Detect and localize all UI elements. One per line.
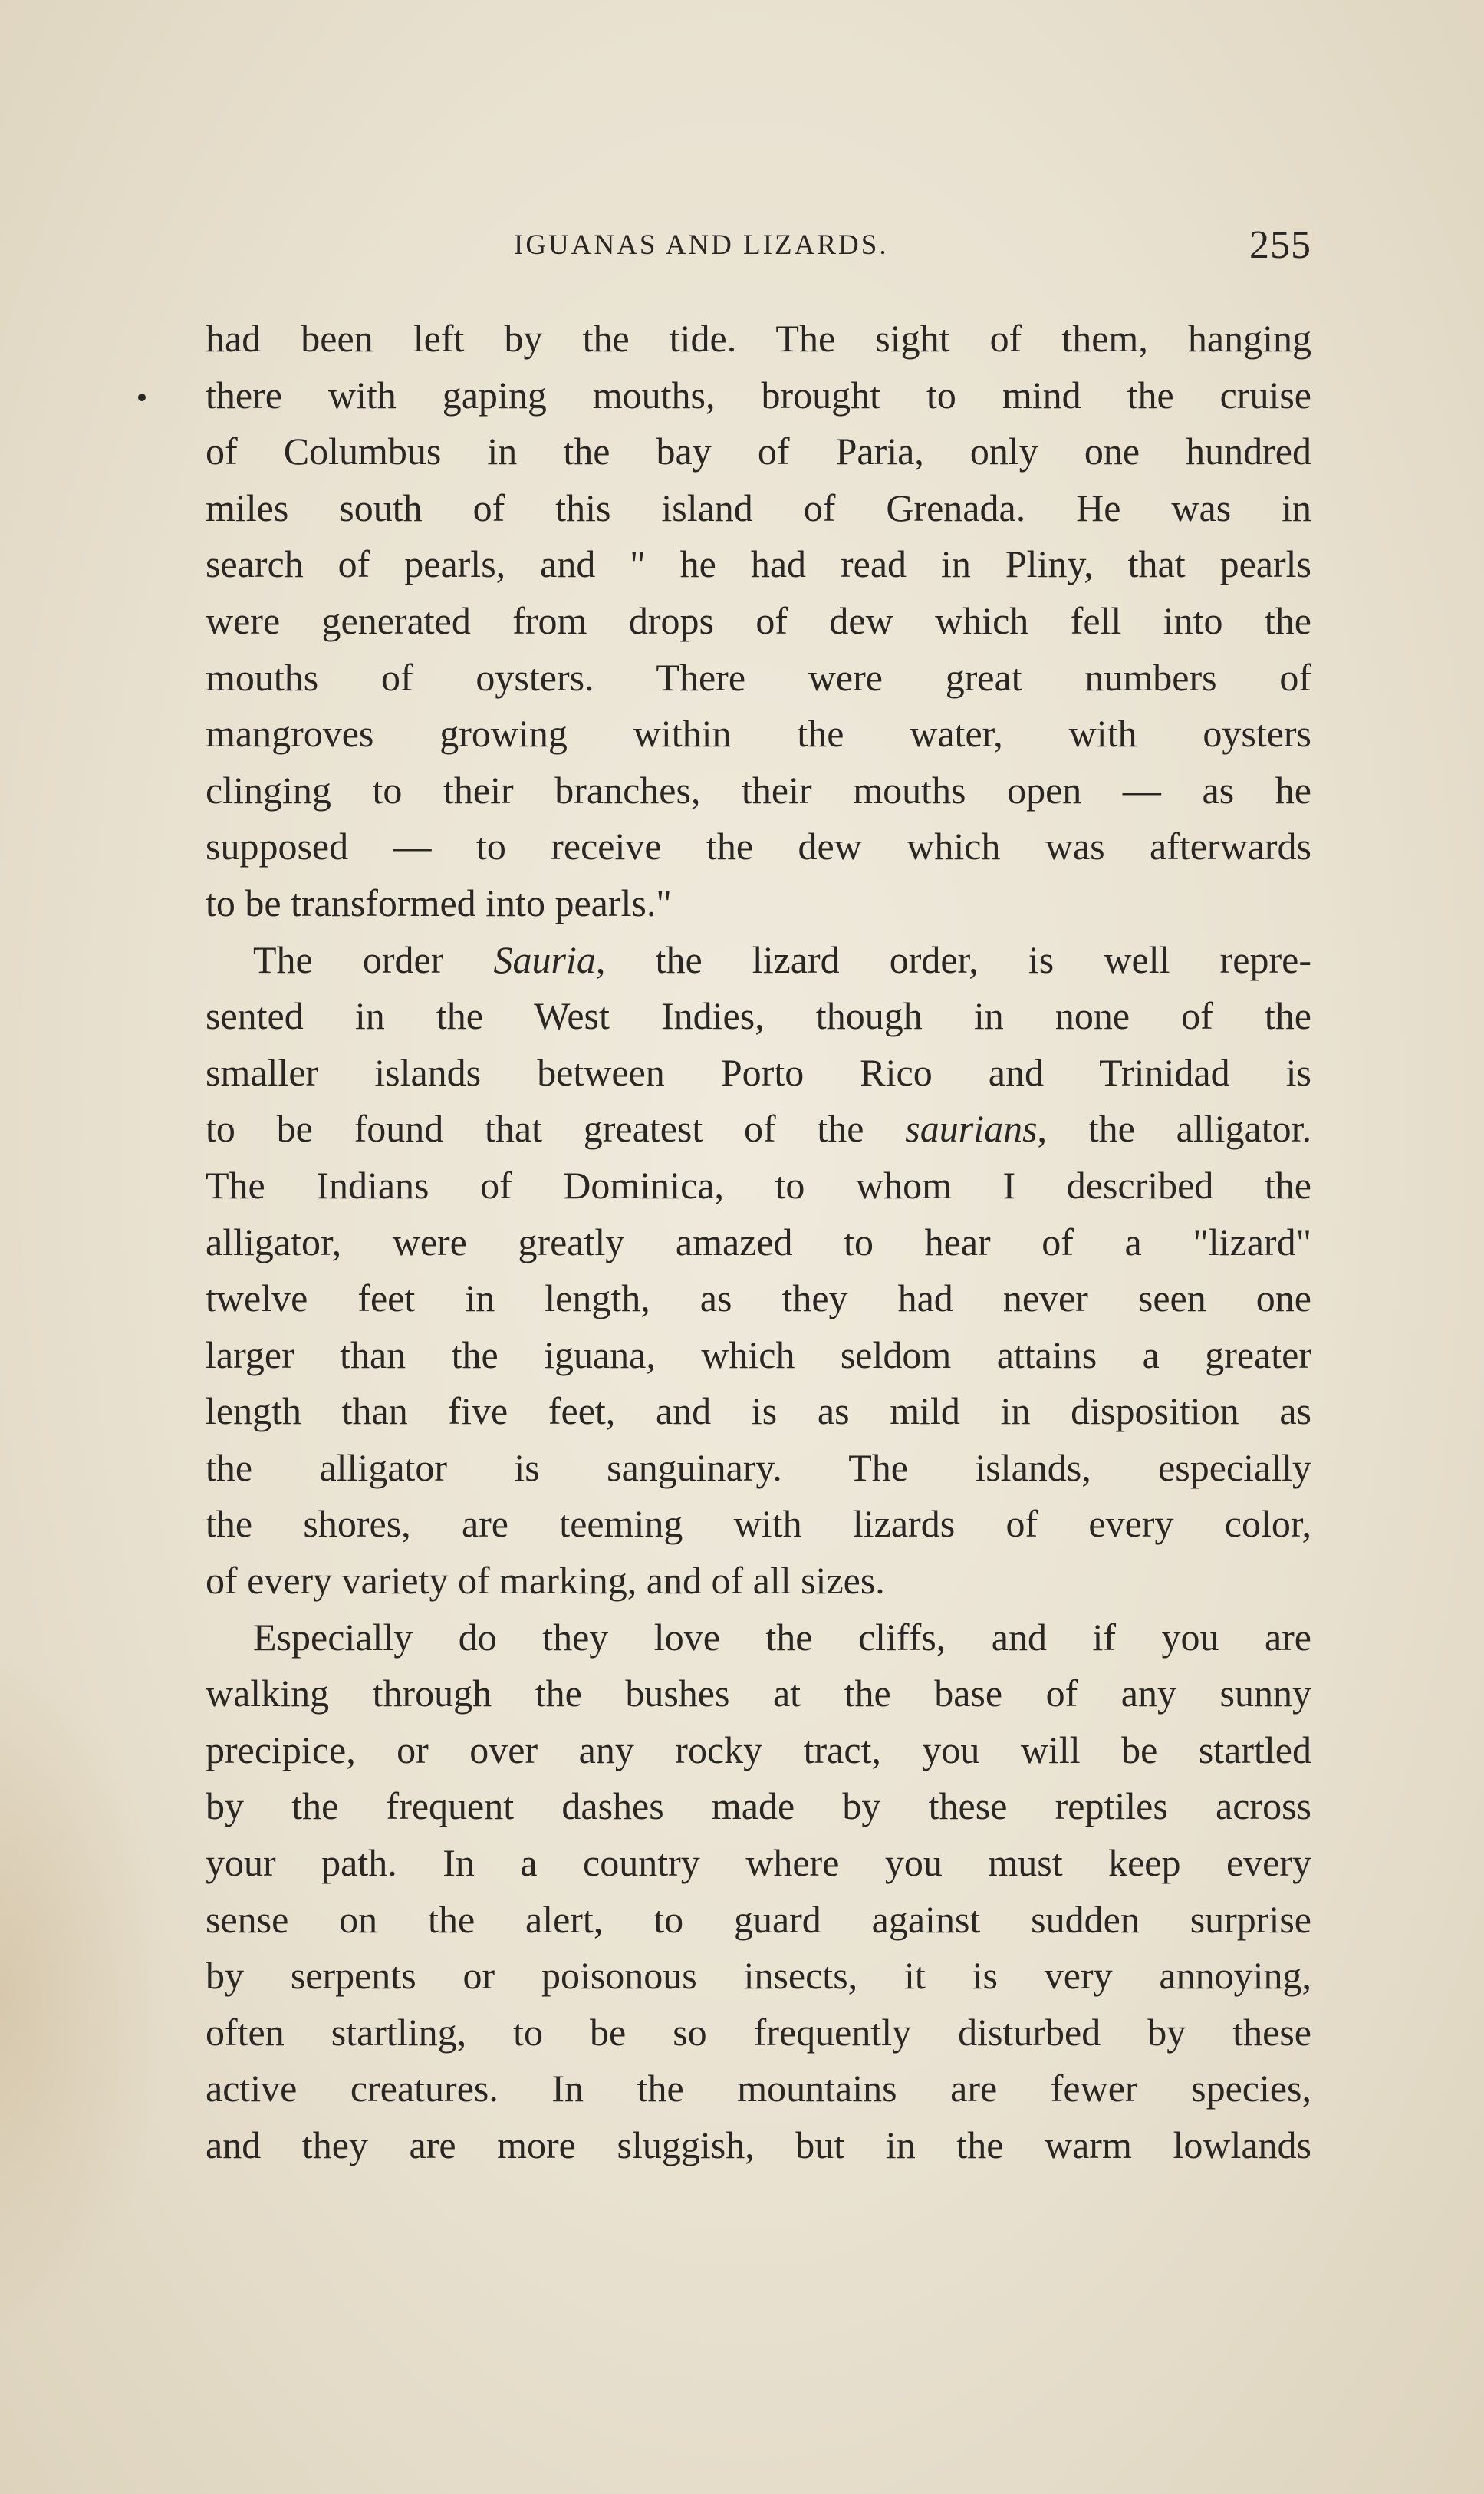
paper-stain (0, 1649, 169, 2340)
margin-mark (138, 394, 146, 401)
text-line: twelve feet in length, as they had never seen one (206, 1277, 1311, 1320)
page-header (206, 223, 1311, 273)
text-line: miles south of this island of Grenada. He was in (206, 486, 1311, 529)
text-line: often startling, to be so frequently disturbed by these (206, 2010, 1311, 2054)
running-head: IGUANAS AND LIZARDS. (514, 229, 889, 261)
text-line: of Columbus in the bay of Paria, only one hundred (206, 430, 1311, 473)
text-line: larger than the iguana, which seldom attains a greater (206, 1333, 1311, 1376)
italic-term: saurians (905, 1107, 1038, 1151)
text-line: of every variety of marking, and of all sizes. (206, 1559, 885, 1603)
text-line: active creatures. In the mountains are fewer species, (206, 2067, 1311, 2110)
text-line: mouths of oysters. There were great numbers of (206, 655, 1311, 699)
text-segment: The order (253, 937, 444, 981)
text-line: there with gaping mouths, brought to mind the cruise (206, 373, 1311, 417)
text-line: precipice, or over any rocky tract, you will be startled (206, 1728, 1311, 1771)
text-line: Especially do they love the cliffs, and if you are (253, 1615, 1311, 1659)
text-segment: , the lizard order, is well repre- (595, 937, 1311, 981)
text-line: the alligator is sanguinary. The islands, especially (206, 1445, 1311, 1489)
page-number: 255 (1249, 223, 1311, 267)
body-text (206, 311, 1311, 2174)
text-line: sented in the West Indies, though in none of the (206, 994, 1311, 1038)
text-line: and they are more sluggish, but in the warm lowlands (206, 2123, 1311, 2166)
text-line: smaller islands between Porto Rico and Trinidad is (206, 1050, 1311, 1094)
text-line: mangroves growing within the water, with oysters (206, 712, 1311, 756)
text-line: clinging to their branches, their mouths open — as he (206, 768, 1311, 812)
text-segment: to be found that greatest of the (206, 1107, 864, 1151)
text-line: walking through the bushes at the base of any sunny (206, 1672, 1311, 1715)
text-line: alligator, were greatly amazed to hear of a "lizard" (206, 1220, 1311, 1263)
text-line: your path. In a country where you must keep every (206, 1841, 1311, 1885)
text-line (206, 1101, 1311, 1158)
text-line: were generated from drops of dew which fell into the (206, 598, 1311, 642)
text-segment: , the alligator. (1037, 1107, 1311, 1151)
text-line: length than five feet, and is as mild in disposition as (206, 1389, 1311, 1433)
text-line: to be transformed into pearls." (206, 881, 672, 924)
text-line: by the frequent dashes made by these reptiles across (206, 1784, 1311, 1828)
text-line: had been left by the tide. The sight of them, hanging (206, 317, 1311, 360)
text-line (206, 932, 1311, 989)
text-line: search of pearls, and " he had read in Pliny, that pearls (206, 542, 1311, 586)
italic-term: Sauria (493, 937, 596, 981)
text-line: The Indians of Dominica, to whom I described the (206, 1163, 1311, 1207)
text-line: sense on the alert, to guard against sudden surprise (206, 1897, 1311, 1941)
text-line: by serpents or poisonous insects, it is very annoying, (206, 1954, 1311, 1998)
text-line: supposed — to receive the dew which was afterwards (206, 825, 1311, 868)
text-line: the shores, are teeming with lizards of every color, (206, 1502, 1311, 1546)
